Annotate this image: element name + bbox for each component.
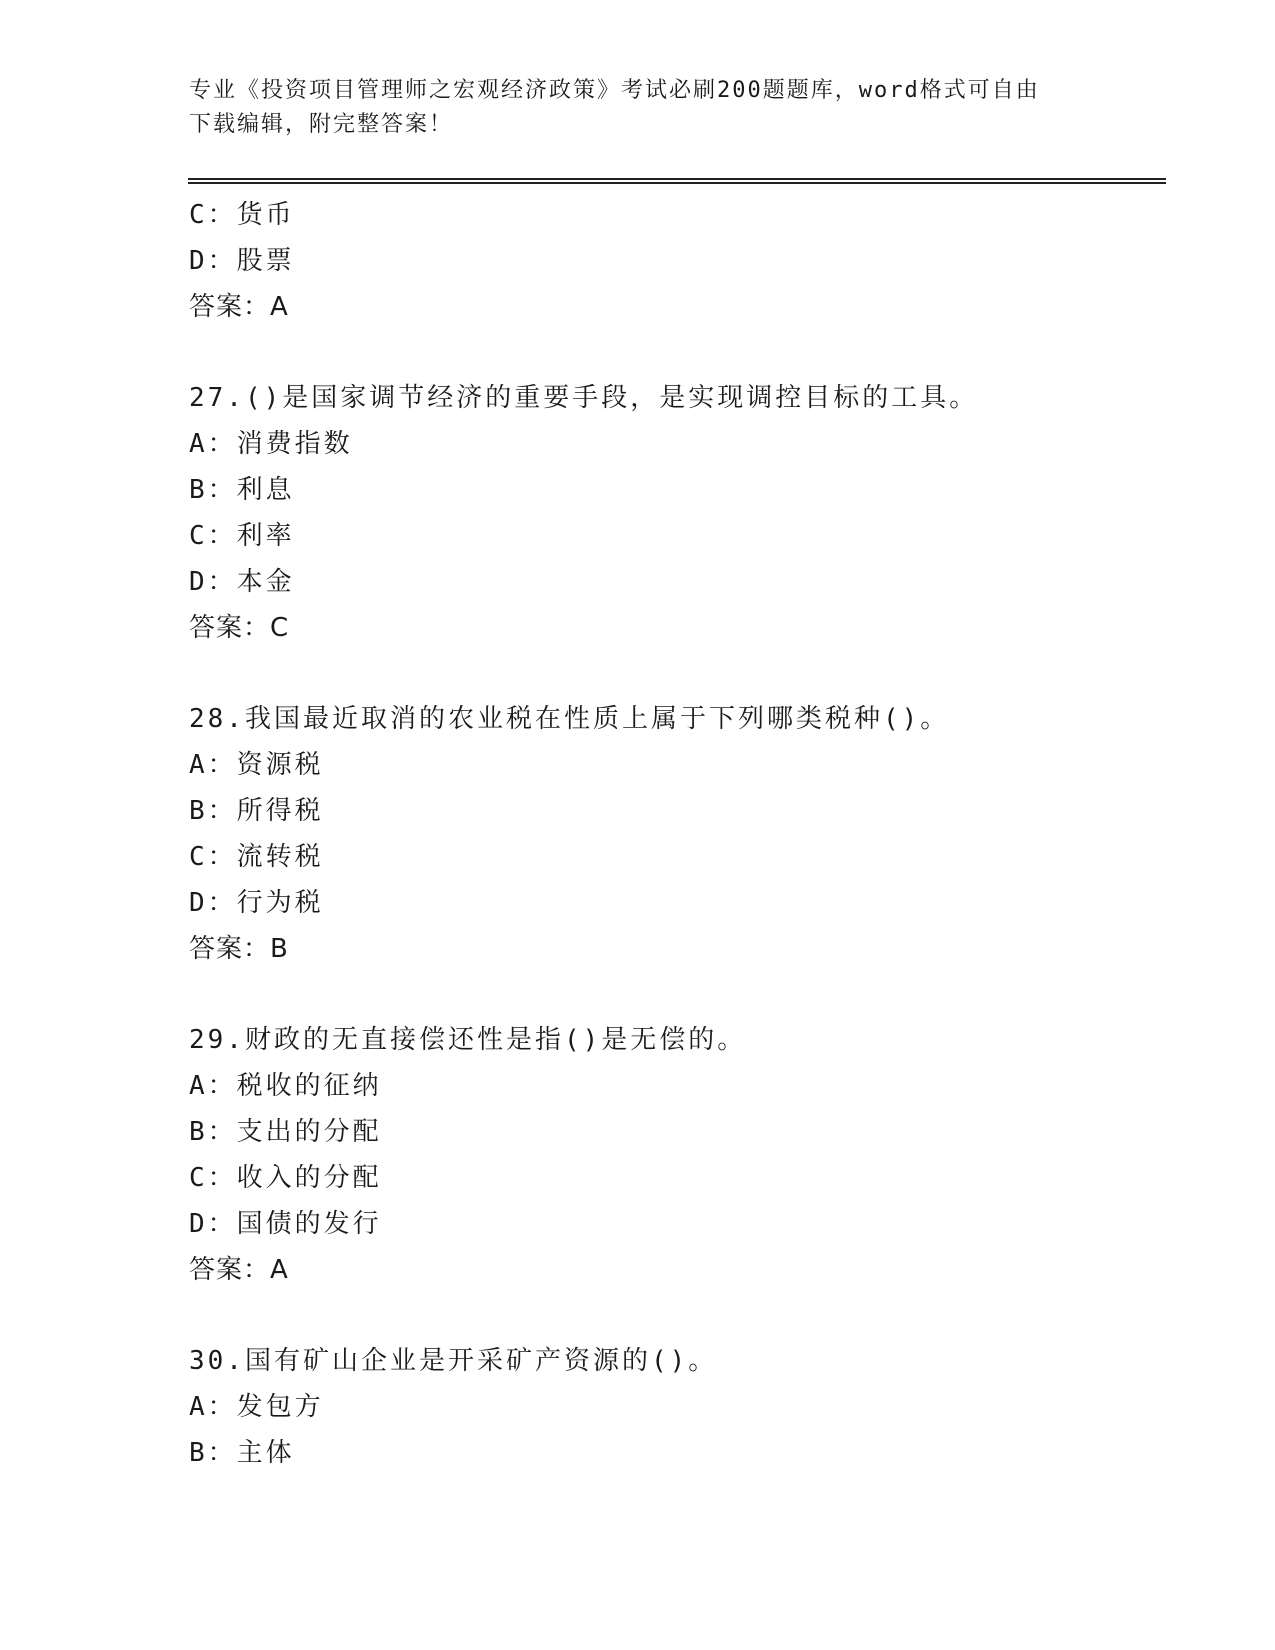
header-title-line: 专业《投资项目管理师之宏观经济政策》考试必刷200题题库，word格式可自由: [189, 78, 1040, 103]
option-c: C：利率: [189, 521, 295, 551]
spacer: [189, 330, 1169, 375]
question-stem: 27.()是国家调节经济的重要手段，是实现调控目标的工具。: [189, 383, 979, 413]
option-b: B：所得税: [189, 796, 324, 826]
option-b: B：支出的分配: [189, 1117, 382, 1147]
option-b: B：利息: [189, 475, 295, 505]
question-29: [189, 1017, 1169, 1293]
question-list: [189, 192, 1169, 1476]
option-d: D：国债的发行: [189, 1209, 382, 1239]
spacer: [189, 651, 1169, 696]
spacer: [189, 1293, 1169, 1338]
question-stem: 29.财政的无直接偿还性是指()是无偿的。: [189, 1025, 747, 1055]
option-d: D：行为税: [189, 888, 324, 918]
question-26-tail: [189, 192, 1169, 330]
header-subtitle-line: 下载编辑，附完整答案！: [189, 112, 454, 137]
question-stem: 30.国有矿山企业是开采矿产资源的()。: [189, 1346, 718, 1376]
option-c: C：收入的分配: [189, 1163, 382, 1193]
option-d: D：股票: [189, 246, 295, 276]
answer-line: 答案：A: [189, 292, 289, 322]
option-a: A：消费指数: [189, 429, 353, 459]
option-a: A：发包方: [189, 1392, 324, 1422]
answer-line: 答案：C: [189, 613, 290, 643]
spacer: [189, 972, 1169, 1017]
header-divider: [188, 178, 1166, 184]
option-c: C：流转税: [189, 842, 324, 872]
option-d: D：本金: [189, 567, 295, 597]
question-27: [189, 375, 1169, 651]
question-stem: 28.我国最近取消的农业税在性质上属于下列哪类税种()。: [189, 704, 950, 734]
question-28: [189, 696, 1169, 972]
option-a: A：资源税: [189, 750, 324, 780]
answer-line: 答案：A: [189, 1255, 289, 1285]
option-a: A：税收的征纳: [189, 1071, 382, 1101]
option-b: B：主体: [189, 1438, 295, 1468]
answer-line: 答案：B: [189, 934, 289, 964]
question-30: [189, 1338, 1169, 1476]
option-c: C：货币: [189, 200, 295, 230]
document-header: [189, 74, 1089, 142]
